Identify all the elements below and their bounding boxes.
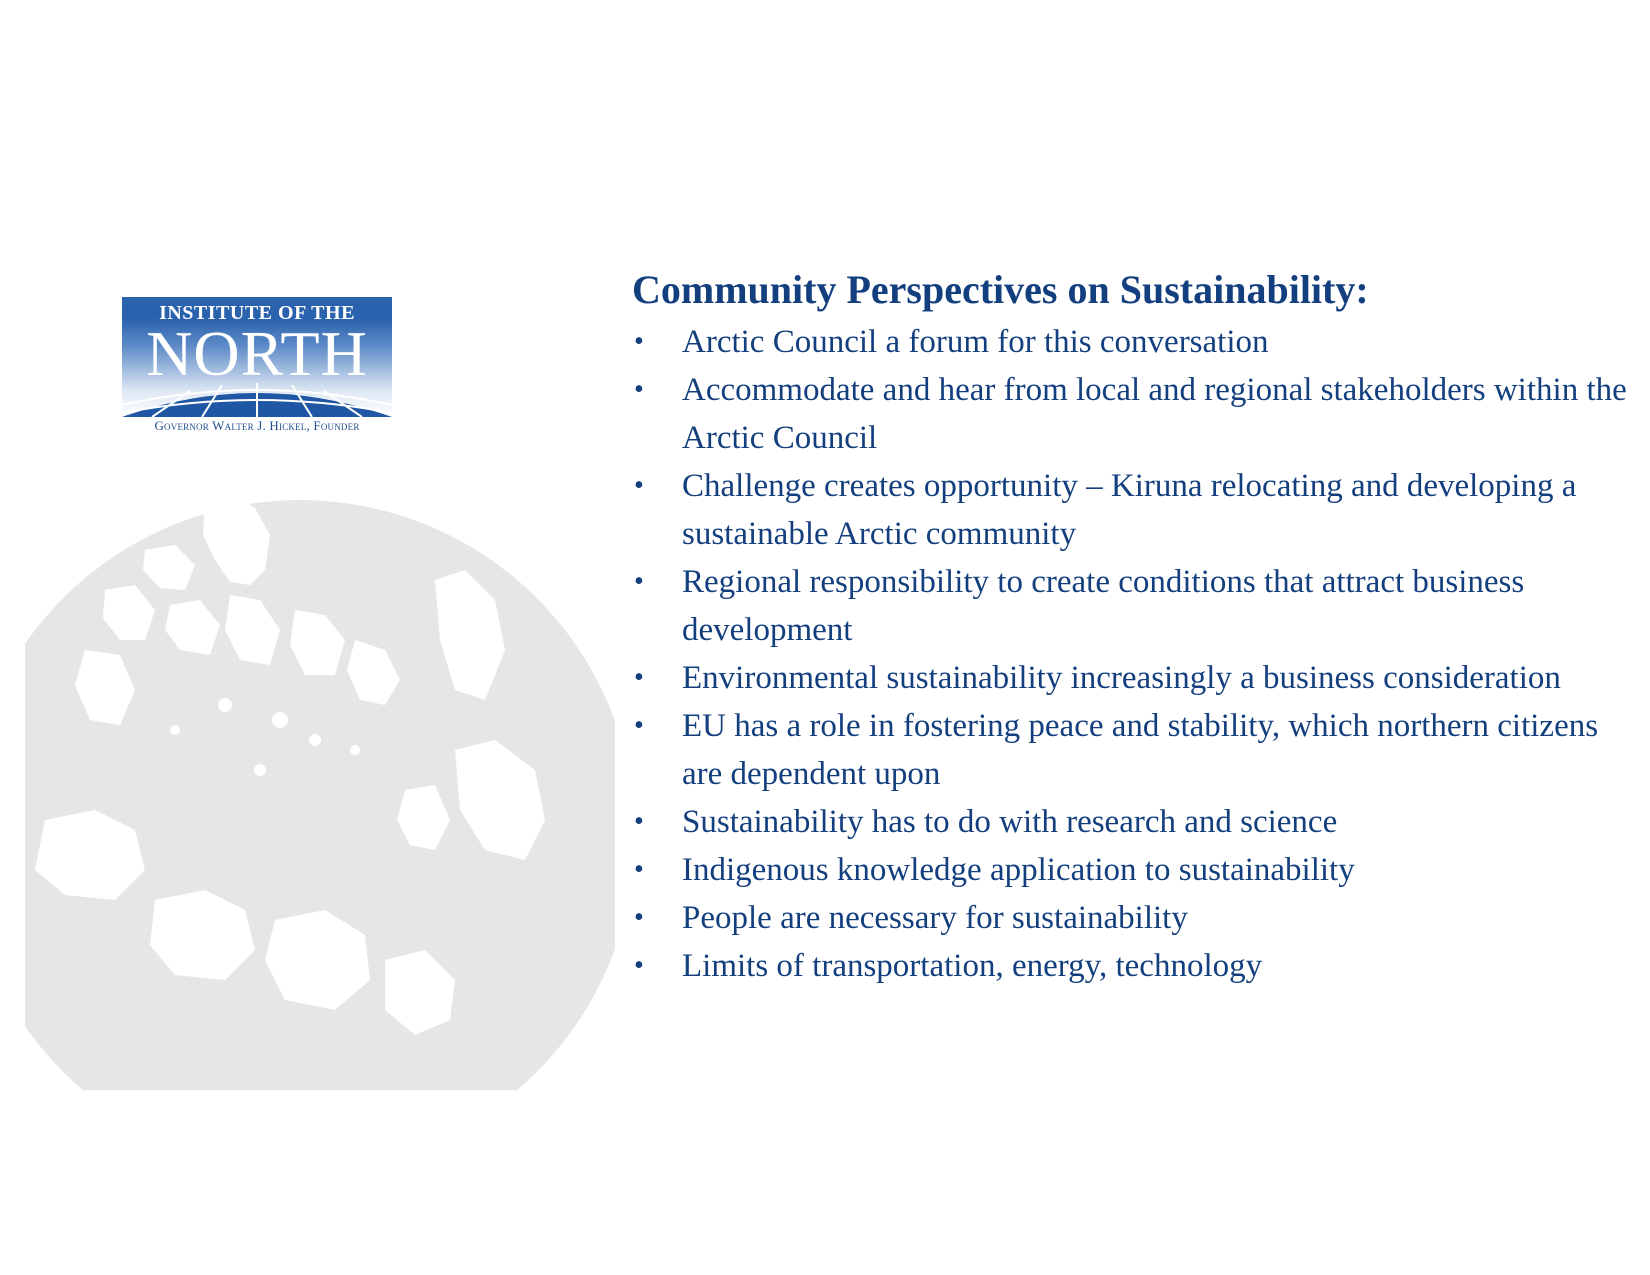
bullet-item [632, 702, 1632, 798]
globe-map-icon [25, 490, 615, 1090]
bullet-icon: • [634, 662, 644, 693]
bullet-item [632, 894, 1632, 942]
bullet-text: EU has a role in fostering peace and stability, which northern citizens are dependent upon [682, 708, 1599, 792]
logo-main-text: NORTH [146, 318, 368, 389]
bullet-text: Sustainability has to do with research and science [682, 804, 1338, 840]
content-area [632, 262, 1632, 990]
logo-globe-arc-icon [122, 375, 392, 417]
bullet-text: Indigenous knowledge application to sustainability [682, 852, 1355, 888]
bullet-icon: • [634, 854, 644, 885]
bullet-text: Arctic Council a forum for this conversation [682, 324, 1269, 360]
logo-top-text: INSTITUTE OF THE [159, 302, 355, 324]
bullet-item [632, 942, 1632, 990]
bullet-text: Environmental sustainability increasingly a business consideration [682, 660, 1561, 696]
bullet-icon: • [634, 950, 644, 981]
logo-box [122, 297, 392, 417]
bullet-item [632, 462, 1632, 558]
bullet-icon: • [634, 470, 644, 501]
institute-of-the-north-logo [122, 297, 392, 435]
bullet-item [632, 798, 1632, 846]
bullet-icon: • [634, 902, 644, 933]
bullet-icon: • [634, 710, 644, 741]
bullet-list [632, 318, 1632, 990]
bullet-text: Challenge creates opportunity – Kiruna relocating and developing a sustainable Arctic community [682, 468, 1577, 552]
bullet-text: Limits of transportation, energy, technology [682, 948, 1263, 984]
bullet-icon: • [634, 326, 644, 357]
bullet-icon: • [634, 806, 644, 837]
bullet-text: Accommodate and hear from local and regional stakeholders within the Arctic Council [682, 372, 1627, 456]
bullet-item [632, 654, 1632, 702]
bullet-item [632, 318, 1632, 366]
bullet-item [632, 846, 1632, 894]
bullet-text: Regional responsibility to create conditions that attract business development [682, 564, 1525, 648]
logo-subtitle: Governor Walter J. Hickel, Founder [154, 418, 360, 433]
slide-title: Community Perspectives on Sustainability: [632, 267, 1369, 312]
bullet-icon: • [634, 566, 644, 597]
bullet-text: People are necessary for sustainability [682, 900, 1188, 936]
bullet-item [632, 558, 1632, 654]
bullet-icon: • [634, 374, 644, 405]
bullet-item [632, 366, 1632, 462]
